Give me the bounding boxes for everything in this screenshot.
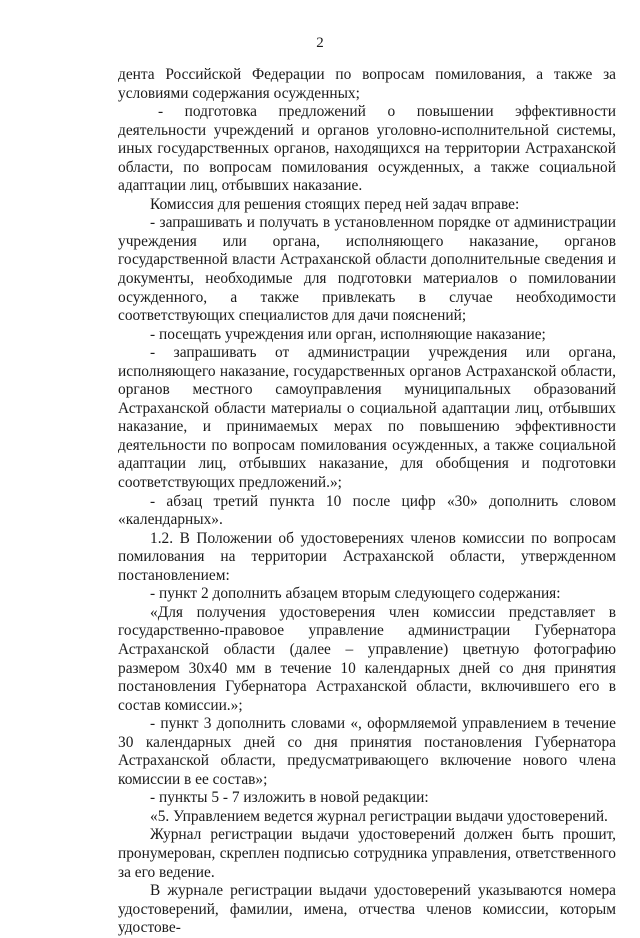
paragraph: - запрашивать и получать в установленном порядке от администрации учреждения или органа, исполняющего наказание, органов государственной власти Астраханской области дополнительные сведения и документы, необходимые для подготовки материалов о помиловании осужденного, а также привлекать в случае необходимости соответствующих специалистов для дачи пояснений;: [118, 214, 616, 325]
paragraph: В журнале регистрации выдачи удостоверений указываются номера удостоверений, фамилии, имена, отчества членов комиссии, которым удостове-: [118, 882, 616, 937]
paragraph: «Для получения удостоверения член комиссии представляет в государственно-правовое управление администрации Губернатора Астраханской области (далее – управление) цветную фотографию размером 30х40 мм в течение 10 календарных дней со дня принятия постановления Губернатора Астраханской области, включившего его в состав комиссии.»;: [118, 603, 616, 714]
paragraph: - посещать учреждения или орган, исполняющие наказание;: [150, 325, 546, 343]
paragraph: 1.2. В Положении об удостоверениях членов комиссии по вопросам помилования на территории Астраханской области, утвержденном постановлением:: [118, 529, 616, 584]
paragraph: Комиссия для решения стоящих перед ней задач вправе:: [150, 195, 520, 213]
paragraph: - подготовка предложений о повышении эффективности деятельности учреждений и органов уголовно-исполнительной системы, иных государственных органов, находящихся на территории Астраханской области, по вопросам помилования осужденных, а также социальной адаптации лиц, отбывших наказание.: [118, 103, 616, 195]
paragraph: «5. Управлением ведется журнал регистрации выдачи удостоверений.: [150, 807, 608, 825]
paragraph: - пункт 2 дополнить абзацем вторым следующего содержания:: [150, 585, 561, 603]
paragraph: - запрашивать от администрации учреждения или органа, исполняющего наказание, государственных органов Астраханской области, органов местного самоуправления муниципальных образований Астраханской области материалы о социальной адаптации лиц, отбывших наказание, и принимаемых мерах по повышению эффективности деятельности по вопросам помилования осужденных, а также социальной адаптации лиц, отбывших наказание, для обобщения и подготовки соответствующих предложений.»;: [118, 344, 616, 492]
paragraph: дента Российской Федерации по вопросам помилования, а также за условиями содержания осужденных;: [118, 66, 616, 102]
document-body: [118, 66, 616, 938]
page-number: 2: [316, 35, 324, 51]
paragraph: - абзац третий пункта 10 после цифр «30» дополнить словом «календарных».: [118, 492, 616, 529]
paragraph: Журнал регистрации выдачи удостоверений должен быть прошит, пронумерован, скреплен подписью сотрудника управления, ответственного за его ведение.: [118, 826, 616, 881]
paragraph: - пункты 5 - 7 изложить в новой редакции:: [150, 789, 429, 807]
paragraph: - пункт 3 дополнить словами «, оформляемой управлением в течение 30 календарных дней со дня принятия постановления Губернатора Астраханской области, предусматривающего включение нового члена комиссии в ее состав»;: [118, 715, 616, 788]
